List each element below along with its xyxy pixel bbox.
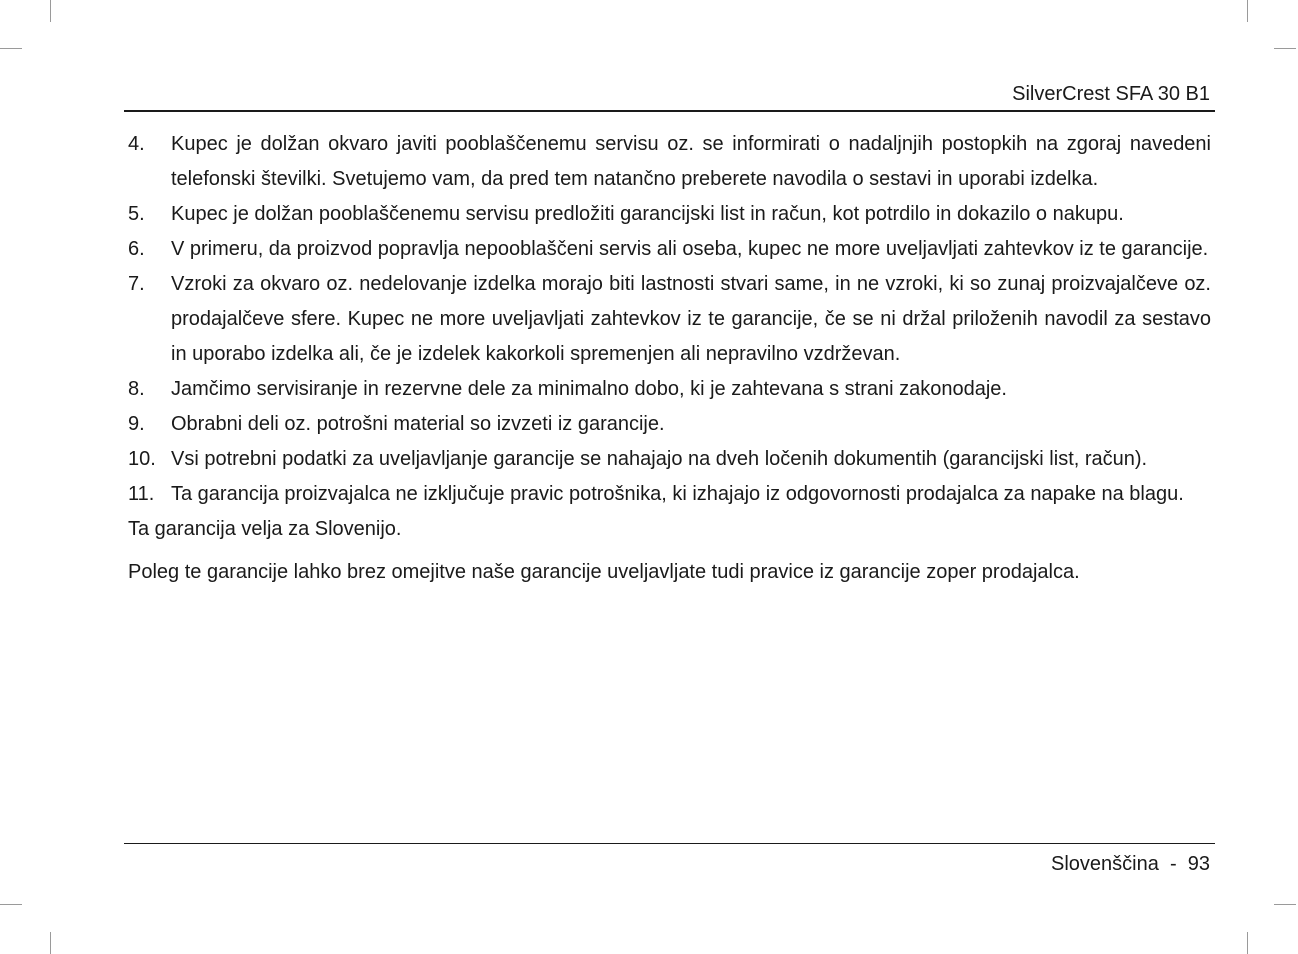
page-content: [128, 127, 1211, 590]
list-item-number: 4.: [128, 133, 145, 155]
crop-mark-top-right: [1247, 0, 1248, 22]
list-item-text: Kupec je dolžan pooblaščenemu servisu predložiti garancijski list in račun, kot potrdilo in dokazilo o nakupu.: [171, 203, 1124, 225]
crop-mark-bottom-right-h: [1274, 904, 1296, 905]
list-item: [128, 442, 1211, 477]
list-item-text: Vzroki za okvaro oz. nedelovanje izdelka morajo biti lastnosti stvari same, in ne vzroki, ki so zunaj proizvajalčeve oz. prodajalčeve sfere. Kupec ne more uveljavljati zahtevkov iz te garancije, če se ni držal priloženih navodil za sestavo in uporabo izdelka ali, če je izdelek kakorkoli spremenjen ali nepravilno vzdrževan.: [171, 273, 1211, 365]
crop-mark-bottom-left-h: [0, 904, 22, 905]
list-item-number: 11.: [128, 483, 155, 505]
list-item-text: Ta garancija proizvajalca ne izključuje pravic potrošnika, ki izhajajo iz odgovornosti prodajalca za napake na blagu.: [171, 483, 1184, 505]
page-number: 93: [1187, 853, 1210, 875]
list-item-number: 6.: [128, 238, 145, 260]
list-item-number: 7.: [128, 273, 145, 295]
crop-mark-top-right-h: [1274, 48, 1296, 49]
list-item: [128, 372, 1211, 407]
list-item-text: V primeru, da proizvod popravlja nepooblaščeni servis ali oseba, kupec ne more uveljavljati zahtevkov iz te garancije.: [171, 238, 1209, 260]
list-item-number: 10.: [128, 448, 156, 470]
list-item: [128, 197, 1211, 232]
list-item: [128, 477, 1211, 512]
footer-separator: -: [1169, 853, 1177, 875]
header-title: SilverCrest SFA 30 B1: [1012, 83, 1210, 105]
crop-mark-top-left: [50, 0, 51, 22]
crop-mark-bottom-left: [50, 932, 51, 954]
list-item-number: 5.: [128, 203, 145, 225]
list-item-number: 9.: [128, 413, 145, 435]
list-item: [128, 127, 1211, 197]
validity-paragraph: Ta garancija velja za Slovenijo.: [128, 518, 402, 540]
crop-mark-bottom-right: [1247, 932, 1248, 954]
crop-mark-top-left-h: [0, 48, 22, 49]
page-footer: [1051, 851, 1210, 877]
footer-language: Slovenščina: [1050, 853, 1159, 875]
footer-rule: [124, 843, 1215, 844]
list-item-text: Kupec je dolžan okvaro javiti pooblaščenemu servisu oz. se informirati o nadaljnjih postopkih na zgoraj navedeni telefonski številki. Svetujemo vam, da pred tem natančno preberete navodila o sestavi in uporabi izdelka.: [171, 133, 1211, 190]
seller-rights-paragraph: Poleg te garancije lahko brez omejitve naše garancije uveljavljate tudi pravice iz garancije zoper prodajalca.: [128, 561, 1080, 583]
list-item-text: Obrabni deli oz. potrošni material so izvzeti iz garancije.: [171, 413, 665, 435]
list-item: [128, 407, 1211, 442]
header-rule: [124, 110, 1215, 112]
list-item-number: 8.: [128, 378, 145, 400]
list-item-text: Vsi potrebni podatki za uveljavljanje garancije se nahajajo na dveh ločenih dokumentih (garancijski list, račun).: [171, 448, 1148, 470]
list-item: [128, 267, 1211, 372]
list-item: [128, 232, 1211, 267]
list-item-text: Jamčimo servisiranje in rezervne dele za minimalno dobo, ki je zahtevana s strani zakonodaje.: [171, 378, 1007, 400]
